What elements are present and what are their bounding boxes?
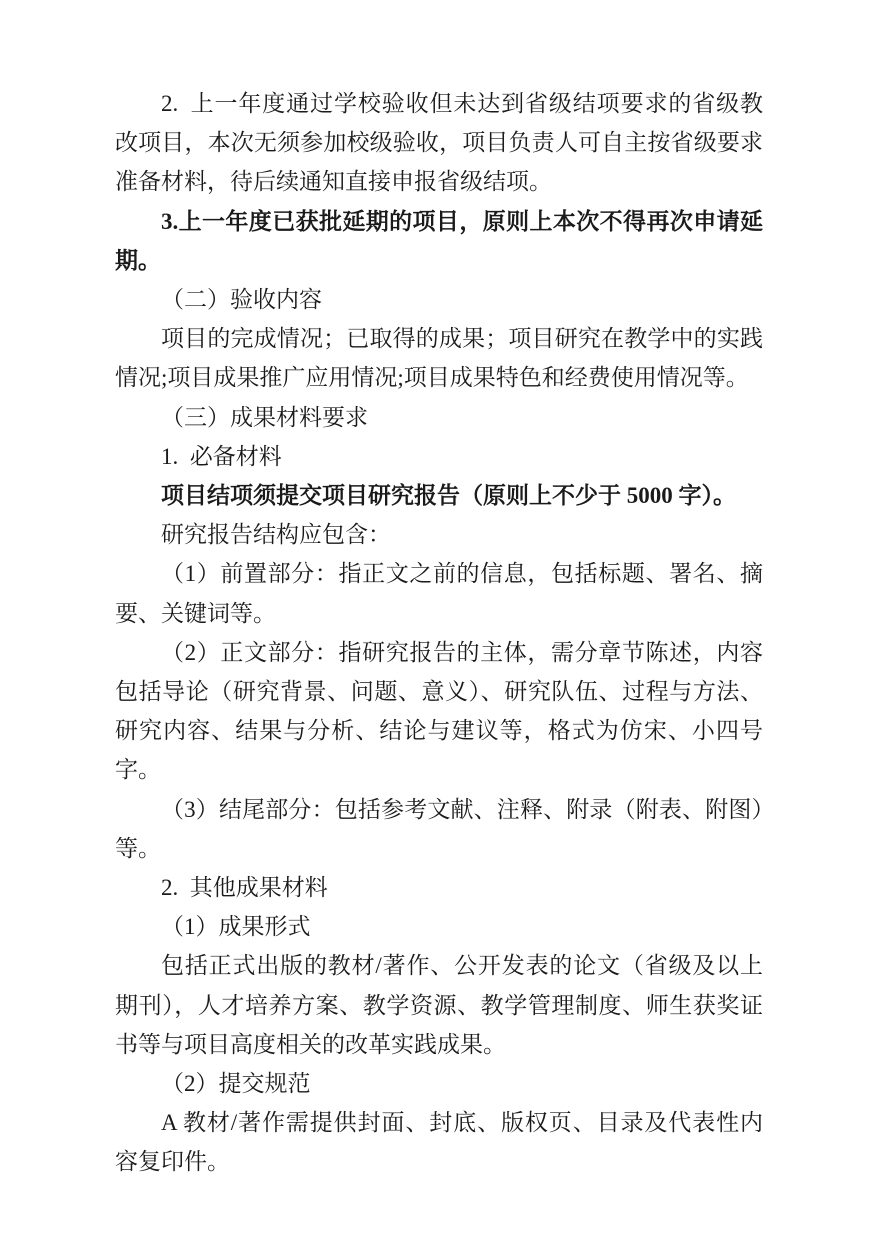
paragraph: 项目的完成情况；已取得的成果；项目研究在教学中的实践情况;项目成果推广应用情况;项目成果特色和经费使用情况等。 <box>115 326 763 391</box>
paragraph: 3.上一年度已获批延期的项目，原则上本次不得再次申请延期。 <box>115 208 763 273</box>
paragraph: 包括正式出版的教材/著作、公开发表的论文（省级及以上期刊），人才培养方案、教学资源、教学管理制度、师生获奖证书等与项目高度相关的改革实践成果。 <box>115 953 763 1057</box>
paragraph: （1）前置部分：指正文之前的信息，包括标题、署名、摘要、关键词等。 <box>115 561 763 626</box>
section-heading: （二）验收内容 <box>161 287 322 313</box>
paragraph: （1）成果形式 <box>161 914 311 940</box>
paragraph: 研究报告结构应包含： <box>161 522 391 548</box>
section-heading: （三）成果材料要求 <box>161 404 368 430</box>
paragraph: （3）结尾部分：包括参考文献、注释、附录（附表、附图）等。 <box>115 796 763 861</box>
paragraph: 项目结项须提交项目研究报告（原则上不少于 5000 字）。 <box>161 483 736 509</box>
document-body <box>115 84 763 1182</box>
paragraph: （2）正文部分：指研究报告的主体，需分章节陈述，内容包括导论（研究背景、问题、意义）、研究队伍、过程与方法、研究内容、结果与分析、结论与建议等，格式为仿宋、小四号字。 <box>115 639 763 783</box>
paragraph: 1. 必备材料 <box>161 443 282 469</box>
paragraph: （2）提交规范 <box>161 1071 311 1097</box>
paragraph: 2. 上一年度通过学校验收但未达到省级结项要求的省级教改项目，本次无须参加校级验收，项目负责人可自主按省级要求准备材料，待后续通知直接申报省级结项。 <box>115 91 763 195</box>
paragraph: 2. 其他成果材料 <box>161 875 328 901</box>
paragraph: A 教材/著作需提供封面、封底、版权页、目录及代表性内容复印件。 <box>115 1110 763 1175</box>
